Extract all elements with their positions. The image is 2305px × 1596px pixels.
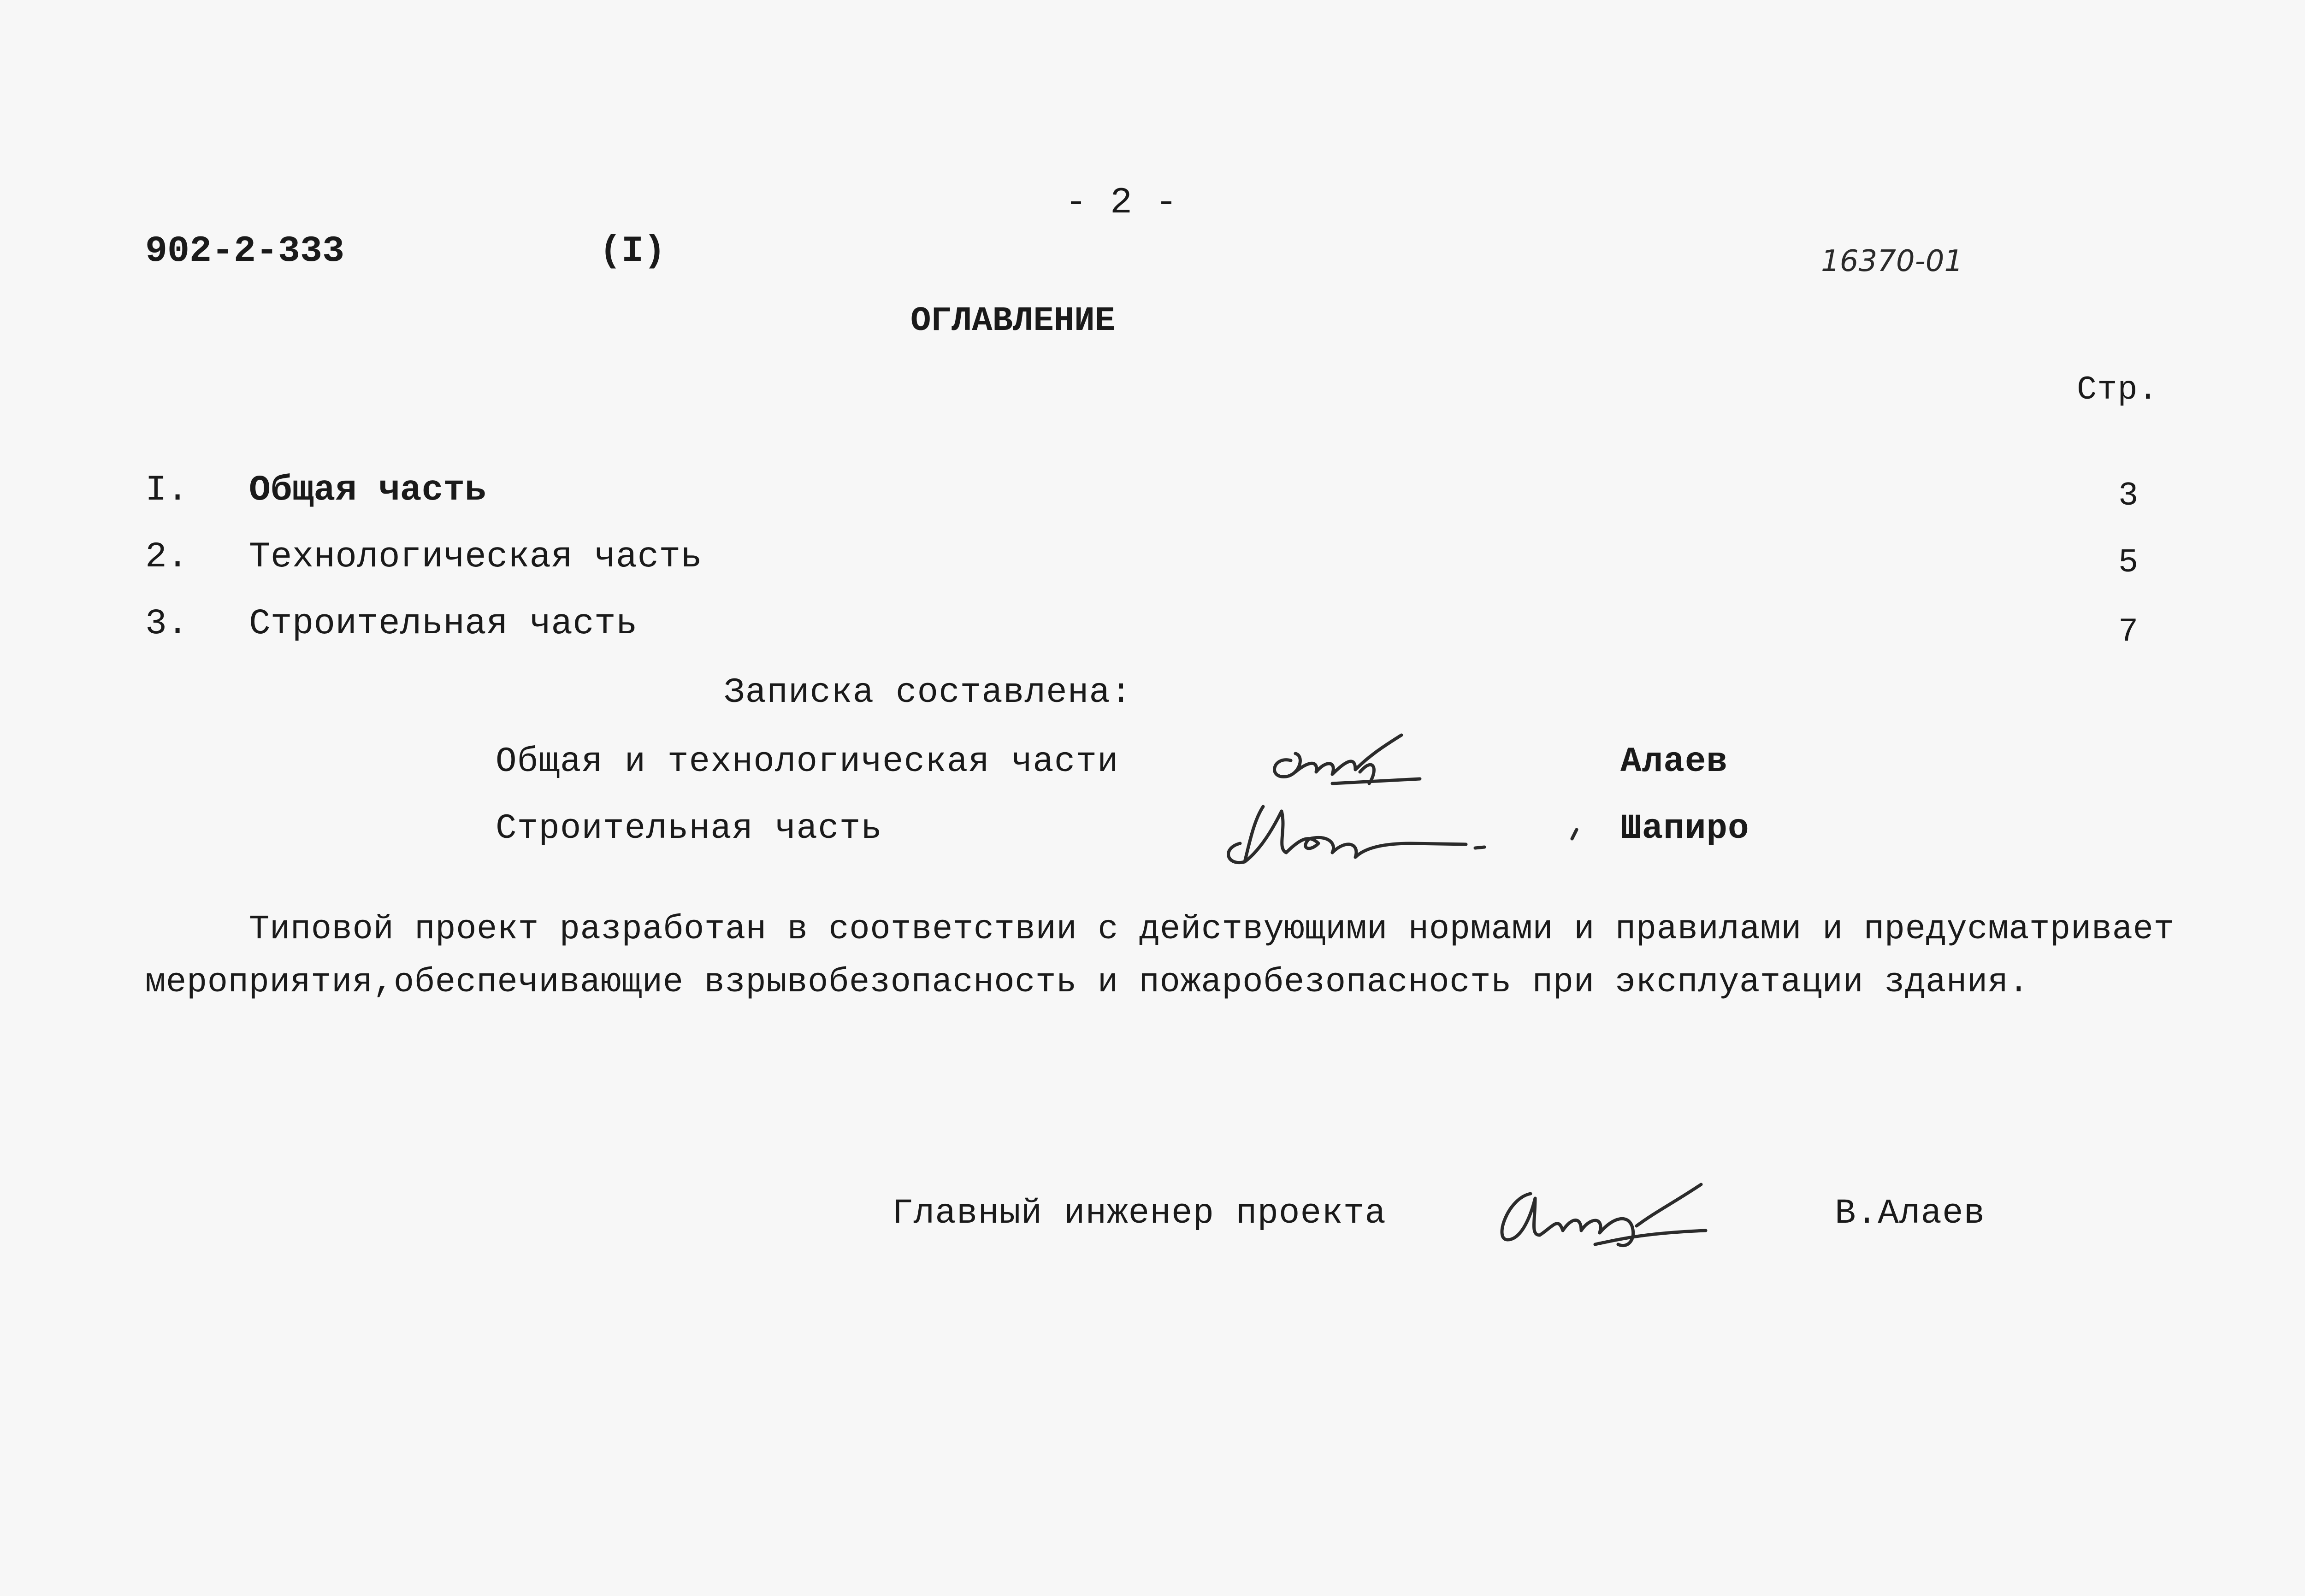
chief-engineer-name: В.Алаев [1835, 1194, 1986, 1233]
toc-item-number: 3. [145, 604, 189, 644]
toc-item-text: Технологическая часть [249, 537, 702, 577]
toc-item-text: Строительная часть [249, 604, 638, 644]
signature-alaev [1263, 728, 1457, 793]
toc-item-text: Общая часть [249, 470, 486, 511]
author-name: Алаев [1620, 742, 1728, 782]
toc-item-number: 2. [145, 537, 189, 577]
toc-title: ОГЛАВЛЕНИЕ [910, 302, 1116, 341]
statement-line-2: мероприятия,обеспечивающие взрывобезопасность и пожаробезопасность при эксплуатации здания. [145, 963, 2029, 1002]
authors-heading: Записка составлена: [724, 673, 1132, 713]
signature-chief-engineer [1489, 1180, 1720, 1263]
toc-item-page: 7 [2118, 613, 2139, 651]
toc-item-page: 3 [2118, 477, 2139, 515]
toc-item-number: I. [145, 470, 189, 511]
page-number: - 2 - [1065, 182, 1178, 224]
document-code: 902-2-333 [145, 230, 345, 272]
statement-line-1: Типовой проект разработан в соответствии с действующими нормами и правилами и предусматривает [249, 910, 2175, 949]
chief-engineer-label: Главный инженер проекта [892, 1194, 1386, 1233]
author-section: Общая и технологическая части [496, 742, 1119, 782]
author-name: Шапиро [1620, 809, 1749, 848]
toc-page-column-label: Стр. [2077, 371, 2158, 409]
signature-shapiro [1208, 793, 1540, 876]
archive-number: 16370-01 [1821, 244, 1963, 278]
author-section: Строительная часть [496, 809, 882, 848]
volume-number: (I) [599, 230, 666, 272]
toc-item-page: 5 [2118, 544, 2139, 582]
